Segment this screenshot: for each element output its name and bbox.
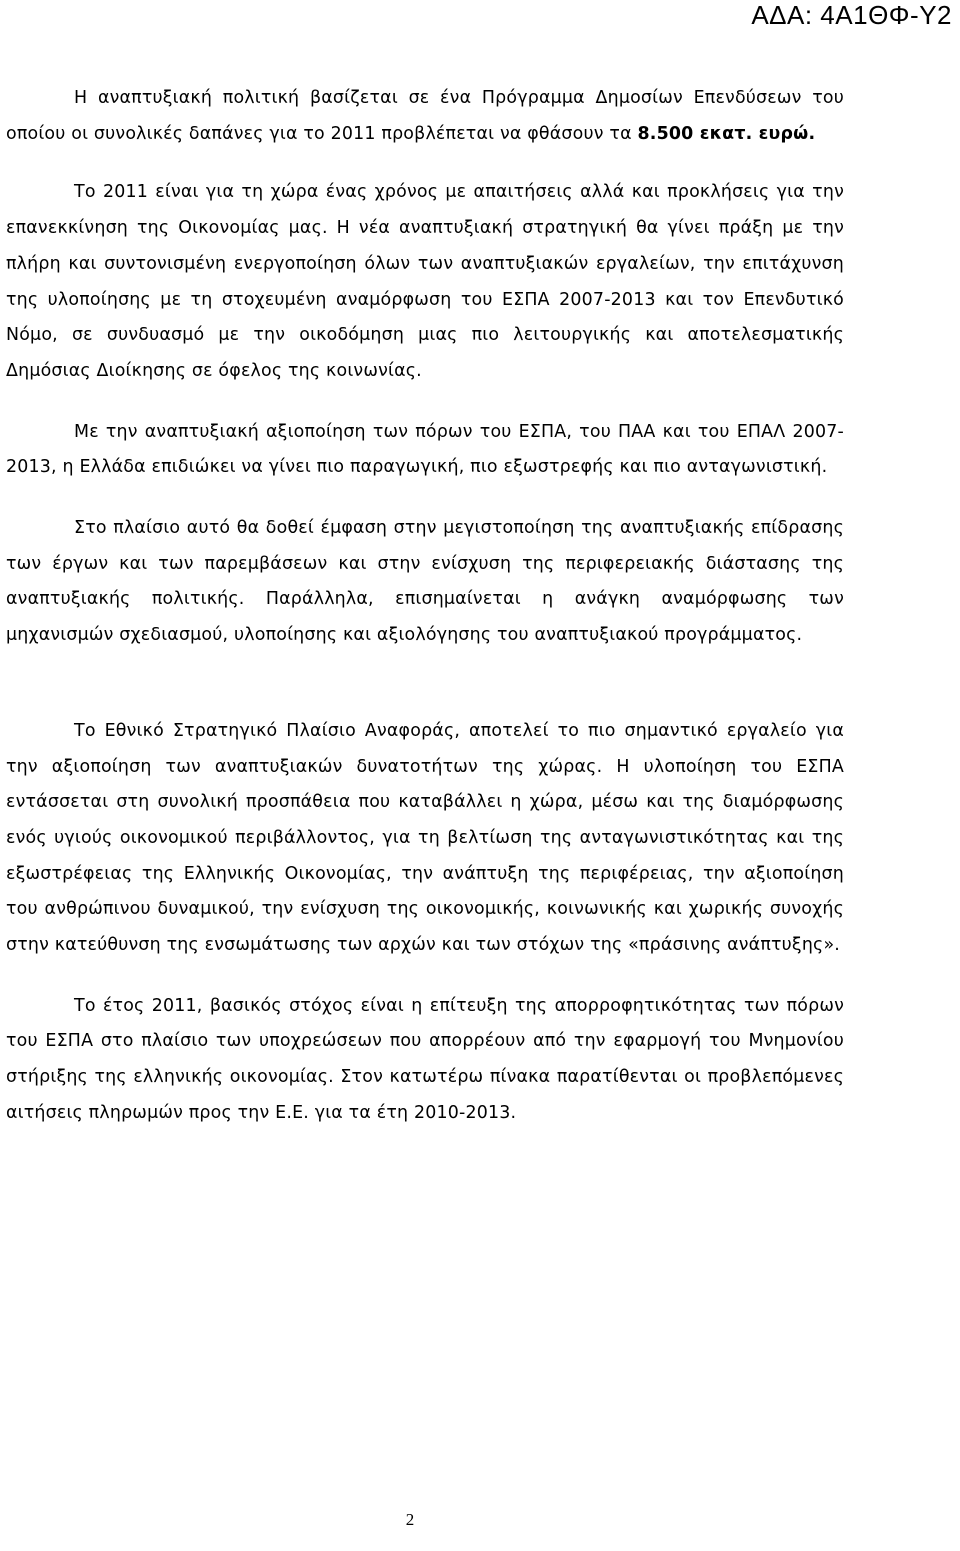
document-body	[6, 81, 844, 1132]
budget-amount: 8.500 εκατ. ευρώ.	[637, 123, 816, 144]
paragraph-development-strategy: Το 2011 είναι για τη χώρα ένας χρόνος με απαιτήσεις αλλά και προκλήσεις για την επανεκκίνηση της Οικονομίας μας. Η νέα αναπτυξιακή στρατηγική θα γίνει πράξη με την πλήρη και συντονισμένη ενεργοποίηση όλων των αναπτυξιακών εργαλείων, την επιτάχυνση της υλοποίησης με τη στοχευμένη αναμόρφωση του ΕΣΠΑ 2007-2013 και τον Επενδυτικό Νόμο, σε συνδυασμό με την οικοδόμηση μιας πιο λειτουργικής και αποτελεσματικής Δημόσιας Διοίκησης σε όφελος της κοινωνίας.	[6, 182, 844, 381]
paragraph-nsrf: Το Εθνικό Στρατηγικό Πλαίσιο Αναφοράς, αποτελεί το πιο σημαντικό εργαλείο για την αξιοποίηση των αναπτυξιακών δυνατοτήτων της χώρας. Η υλοποίηση του ΕΣΠΑ εντάσσεται στη συνολική προσπάθεια που καταβάλλει η χώρα, μέσω και της διαμόρφωσης ενός υγιούς οικονομικού περιβάλλοντος, για τη βελτίωση της ανταγωνιστικότητας και της εξωστρέφειας της Ελληνικής Οικονομίας, την ανάπτυξη της περιφέρειας, την αξιοποίηση του ανθρώπινου δυναμικού, την ενίσχυση της οικονομικής, κοινωνικής και χωρικής συνοχής στην κατεύθυνση της ενσωμάτωσης των αρχών και των στόχων της «πράσινης ανάπτυξης».	[6, 720, 844, 956]
paragraph-text: Η αναπτυξιακή πολιτική βασίζεται σε ένα Πρόγραμμα Δημοσίων Επενδύσεων του οποίου οι συνολικές δαπάνες για το 2011 προβλέπεται να φθάσουν τα	[6, 88, 844, 144]
ada-document-code: ΑΔΑ: 4Α1ΘΦ-Υ2	[751, 0, 952, 30]
paragraph-public-investment	[6, 81, 844, 152]
paragraph-absorption-goal: Το έτος 2011, βασικός στόχος είναι η επίτευξη της απορροφητικότητας των πόρων του ΕΣΠΑ στο πλαίσιο των υποχρεώσεων που απορρέουν από την εφαρμογή του Μνημονίου στήριξης της ελληνικής οικονομίας. Στον κατωτέρω πίνακα παρατίθενται οι προβλεπόμενες αιτήσεις πληρωμών προς την Ε.Ε. για τα έτη 2010-2013.	[6, 995, 844, 1123]
page-number: 2	[405, 1510, 415, 1529]
paragraph-regional-dimension: Στο πλαίσιο αυτό θα δοθεί έμφαση στην μεγιστοποίηση της αναπτυξιακής επίδρασης των έργων και των παρεμβάσεων και στην ενίσχυση της περιφερειακής διάστασης της αναπτυξιακής πολιτικής. Παράλληλα, επισημαίνεται η ανάγκη αναμόρφωσης των μηχανισμών σχεδιασμού, υλοποίησης και αξιολόγησης του αναπτυξιακού προγράμματος.	[6, 518, 844, 646]
paragraph-espa-utilization: Με την αναπτυξιακή αξιοποίηση των πόρων του ΕΣΠΑ, του ΠΑΑ και του ΕΠΑΛ 2007-2013, η Ελλάδα επιδιώκει να γίνει πιο παραγωγική, πιο εξωστρεφής και πιο ανταγωνιστική.	[6, 421, 844, 478]
